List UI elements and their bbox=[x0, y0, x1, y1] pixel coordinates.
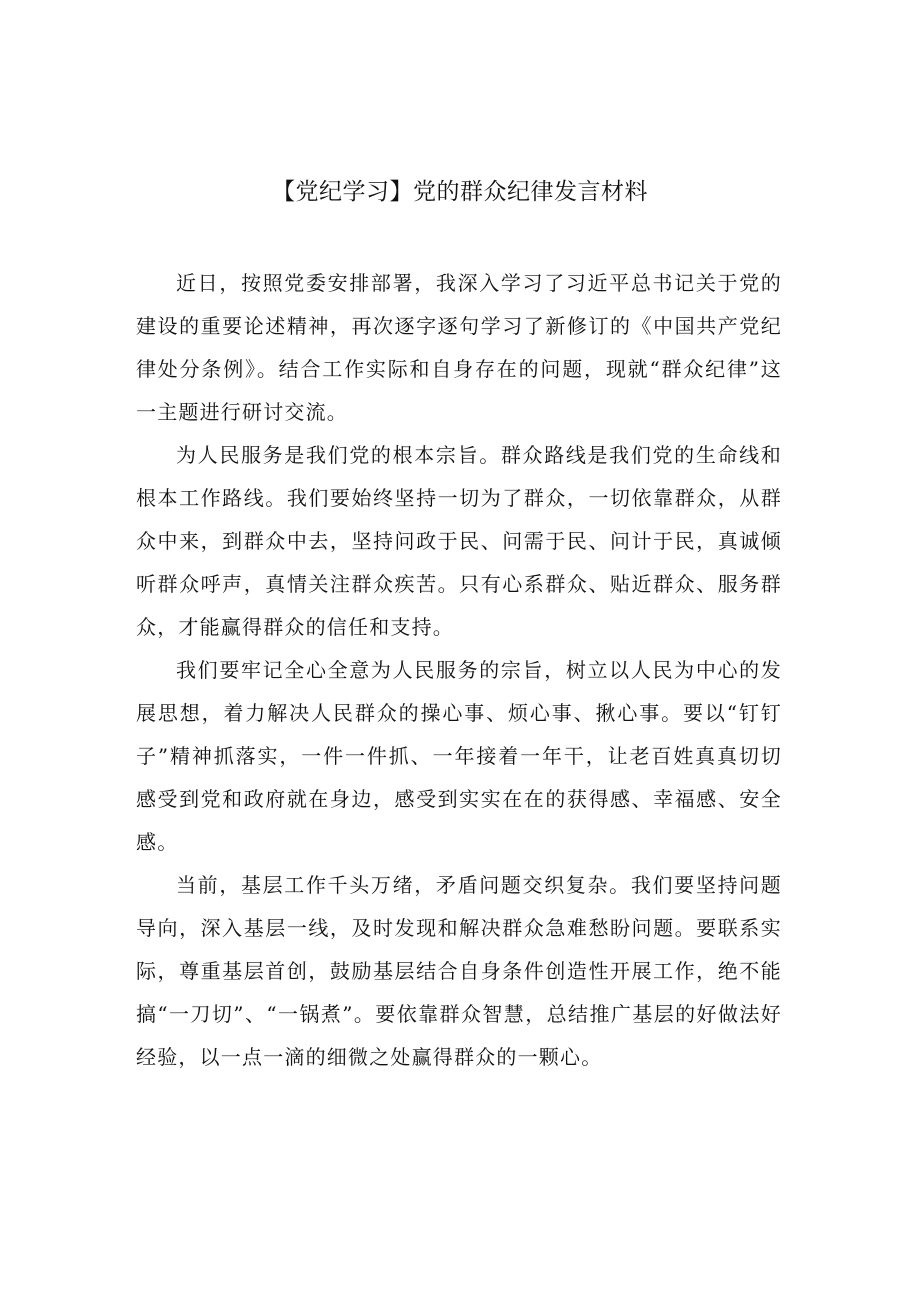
paragraph-3: 我们要牢记全心全意为人民服务的宗旨，树立以人民为中心的发展思想，着力解决人民群众的操心事、烦心事、揪心事。要以“钉钉子”精神抓落实，一件一件抓、一年接着一年干，让老百姓真真切切感受到党和政府就在身边，感受到实实在在的获得感、幸福感、安全感。 bbox=[136, 658, 782, 854]
document-title: 【党纪学习】党的群众纪律发言材料 bbox=[272, 179, 648, 205]
paragraph-1: 近日，按照党委安排部署，我深入学习了习近平总书记关于党的建设的重要论述精神，再次逐字逐句学习了新修订的《中国共产党纪律处分条例》。结合工作实际和自身存在的问题，现就“群众纪律”这一主题进行研讨交流。 bbox=[136, 271, 782, 424]
paragraph-4: 当前，基层工作千头万绪，矛盾问题交织复杂。我们要坚持问题导向，深入基层一线，及时发现和解决群众急难愁盼问题。要联系实际，尊重基层首创，鼓励基层结合自身条件创造性开展工作，绝不能搞“一刀切”、“一锅煮”。要依靠群众智慧，总结推广基层的好做法好经验，以一点一滴的细微之处赢得群众的一颗心。 bbox=[136, 873, 782, 1069]
document-body bbox=[136, 262, 782, 1079]
paragraph-2: 为人民服务是我们党的根本宗旨。群众路线是我们党的生命线和根本工作路线。我们要始终坚持一切为了群众，一切依靠群众，从群众中来，到群众中去，坚持问政于民、问需于民、问计于民，真诚倾听群众呼声，真情关注群众疾苦。只有心系群众、贴近群众、服务群众，才能赢得群众的信任和支持。 bbox=[136, 443, 782, 639]
